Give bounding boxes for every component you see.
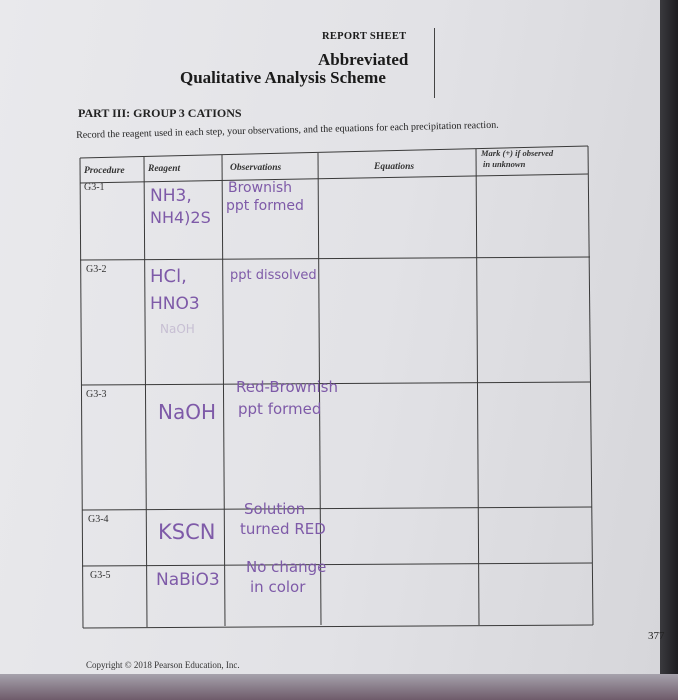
reagent-g3-5-line1: NaBiO3 [156,570,220,590]
reagent-g3-2-line2: HNO3 [150,294,200,314]
row-id-g3-3: G3-3 [86,389,107,400]
reagent-g3-2-erased: NaOH [160,322,195,336]
col-observations: Observations [230,163,282,173]
report-sheet-label: REPORT SHEET [322,31,407,42]
copyright-footer: Copyright © 2018 Pearson Education, Inc. [86,660,240,670]
obs-g3-5-line1: No change [246,558,327,576]
obs-g3-1-line1: Brownish [228,180,292,196]
row-id-g3-4: G3-4 [88,514,109,525]
col-procedure: Procedure [84,166,125,176]
reagent-g3-1-line2: NH4)2S [150,208,211,227]
procedure-reagent-divider [144,157,147,627]
instructions: Record the reagent used in each step, your observations, and the equations for each precipitation reaction. [76,119,499,141]
right-border [588,146,593,625]
obs-g3-3-line2: ppt formed [238,400,322,418]
header-divider [80,174,588,183]
row-divider-1 [80,257,590,260]
row-divider-3 [82,507,592,510]
equations-mark-divider [476,149,479,625]
reagent-g3-1-line1: NH3, [150,186,192,206]
obs-g3-2-line1: ppt dissolved [230,268,317,283]
col-reagent: Reagent [148,164,181,174]
col-equations: Equations [374,162,415,172]
reagent-observations-divider [222,155,225,626]
row-divider-4 [82,563,592,566]
col-mark-line2: in unknown [483,159,526,169]
reagent-g3-4-line1: KSCN [158,520,216,544]
obs-g3-4-line2: turned RED [240,520,326,538]
row-id-g3-1: G3-1 [84,182,105,193]
col-mark-line1: Mark (+) if observed [481,148,554,158]
part-heading: PART III: GROUP 3 CATIONS [78,106,242,120]
row-id-g3-2: G3-2 [86,264,107,275]
obs-g3-4-line1: Solution [244,500,306,518]
reagent-g3-2-line1: HCl, [150,266,187,287]
row-id-g3-5: G3-5 [90,570,111,581]
title-line-1: Abbreviated [318,50,409,69]
page-number: 377 [648,630,665,642]
reagent-g3-3-line1: NaOH [158,400,216,424]
left-border [80,158,83,628]
obs-g3-5-line2: in color [250,578,306,596]
obs-g3-3-line1: Red-Brownish [236,378,338,396]
table-bottom-border [83,625,593,628]
obs-g3-1-line2: ppt formed [226,198,304,214]
title-line-2: Qualitative Analysis Scheme [180,68,386,87]
